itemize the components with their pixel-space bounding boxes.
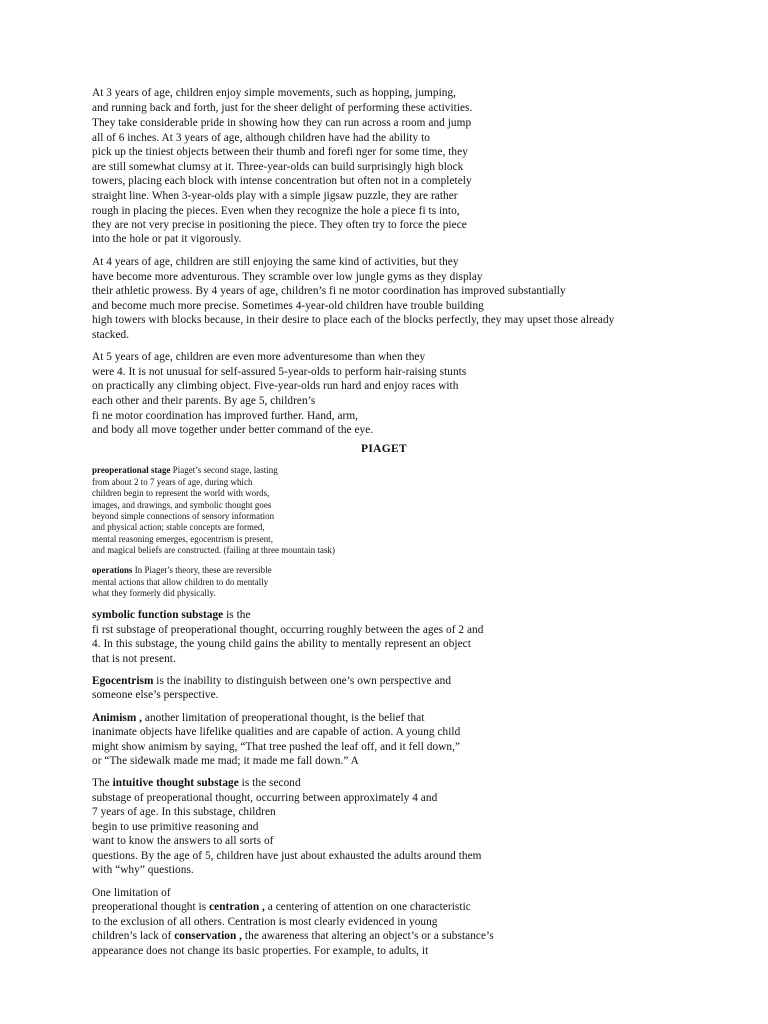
definition-line: children begin to represent the world with words, xyxy=(92,488,270,498)
text-line: 4. In this substage, the young child gains the ability to mentally represent an object xyxy=(92,638,471,650)
text-line: stacked. xyxy=(92,329,130,341)
term-bold: intuitive thought substage xyxy=(112,777,239,789)
text-line: are still somewhat clumsy at it. Three-year-olds can build surprisingly high block xyxy=(92,161,464,173)
text-line: on practically any climbing object. Five-year-olds run hard and enjoy races with xyxy=(92,380,459,392)
text-line: that is not present. xyxy=(92,653,176,665)
text-span: another limitation of preoperational thought, is the belief that xyxy=(142,712,425,724)
text-span: is the xyxy=(223,609,251,621)
section-heading: PIAGET xyxy=(361,443,407,455)
definition-line: mental reasoning emerges, egocentrism is present, xyxy=(92,534,273,544)
text-line xyxy=(92,674,451,689)
definition-line: and physical action; stable concepts are formed, xyxy=(92,522,265,532)
text-line: were 4. It is not unusual for self-assured 5-year-olds to perform hair-raising stunts xyxy=(92,366,467,378)
term-bold: Egocentrism xyxy=(92,675,154,687)
text-line: pick up the tiniest objects between their thumb and forefi nger for some time, they xyxy=(92,146,468,158)
text-line: or “The sidewalk made me mad; it made me fall down.” A xyxy=(92,755,359,767)
text-line: straight line. When 3-year-olds play with a simple jigsaw puzzle, they are rather xyxy=(92,190,458,202)
text-span: is the second xyxy=(238,777,301,789)
term-bold: centration , xyxy=(209,901,265,913)
text-span: preoperational thought is xyxy=(92,901,210,913)
text-line: and body all move together under better command of the eye. xyxy=(92,424,374,436)
text-line: They take considerable pride in showing how they can run across a room and jump xyxy=(92,117,472,129)
text-line: have become more adventurous. They scramble over low jungle gyms as they display xyxy=(92,271,483,283)
text-line: into the hole or pat it vigorously. xyxy=(92,233,242,245)
text-line xyxy=(92,900,471,915)
text-line: and become much more precise. Sometimes 4-year-old children have trouble building xyxy=(92,300,484,312)
term-bold: conservation , xyxy=(174,930,243,942)
text-line: begin to use primitive reasoning and xyxy=(92,821,259,833)
text-line: want to know the answers to all sorts of xyxy=(92,835,274,847)
text-line: fi ne motor coordination has improved further. Hand, arm, xyxy=(92,410,359,422)
text-line: appearance does not change its basic properties. For example, to adults, it xyxy=(92,945,429,957)
definition-text: In Piaget’s theory, these are reversible xyxy=(132,565,272,575)
text-line xyxy=(92,608,251,623)
text-line: someone else’s perspective. xyxy=(92,689,219,701)
text-span: children’s lack of xyxy=(92,930,175,942)
definition-text: Piaget’s second stage, lasting xyxy=(170,465,278,475)
text-line: fi rst substage of preoperational thought, occurring roughly between the ages of 2 and xyxy=(92,624,484,636)
text-line: inanimate objects have lifelike qualities and are capable of action. A young child xyxy=(92,726,461,738)
text-line: At 3 years of age, children enjoy simple movements, such as hopping, jumping, xyxy=(92,87,457,99)
definition-line: images, and drawings, and symbolic thought goes xyxy=(92,500,272,510)
text-line: rough in placing the pieces. Even when they recognize the hole a piece fi ts into, xyxy=(92,205,460,217)
term-bold: Animism , xyxy=(92,712,143,724)
definition-line xyxy=(92,565,272,576)
text-line: they are not very precise in positioning the piece. They often try to force the piece xyxy=(92,219,467,231)
text-line: One limitation of xyxy=(92,887,171,899)
text-line: At 5 years of age, children are even more adventuresome than when they xyxy=(92,351,426,363)
definition-line: beyond simple connections of sensory information xyxy=(92,511,275,521)
text-span: a centering of attention on one characteristic xyxy=(264,901,471,913)
text-span: is the inability to distinguish between one’s own perspective and xyxy=(153,675,452,687)
text-line: At 4 years of age, children are still enjoying the same kind of activities, but they xyxy=(92,256,459,268)
text-line: all of 6 inches. At 3 years of age, although children have had the ability to xyxy=(92,132,430,144)
definition-line: what they formerly did physically. xyxy=(92,588,216,598)
definition-term: preoperational stage xyxy=(92,465,171,475)
text-span: the awareness that altering an object’s or a substance’s xyxy=(242,930,494,942)
definition-line: from about 2 to 7 years of age, during which xyxy=(92,477,253,487)
text-line: 7 years of age. In this substage, children xyxy=(92,806,276,818)
text-line xyxy=(92,929,494,944)
text-line: with “why” questions. xyxy=(92,864,194,876)
definition-term: operations xyxy=(92,565,133,575)
definition-line xyxy=(92,465,278,476)
text-line xyxy=(92,711,425,726)
text-span: The xyxy=(92,777,113,789)
text-line: and running back and forth, just for the sheer delight of performing these activities. xyxy=(92,102,473,114)
text-line: substage of preoperational thought, occurring between approximately 4 and xyxy=(92,792,438,804)
definition-line: and magical beliefs are constructed. (failing at three mountain task) xyxy=(92,545,335,555)
text-line: high towers with blocks because, in their desire to place each of the blocks perfectly, they may upset those already xyxy=(92,314,615,326)
text-line xyxy=(92,776,301,791)
definition-line: mental actions that allow children to do mentally xyxy=(92,577,269,587)
text-line: each other and their parents. By age 5, children’s xyxy=(92,395,316,407)
term-bold: symbolic function substage xyxy=(92,609,224,621)
text-line: might show animism by saying, “That tree pushed the leaf off, and it fell down,” xyxy=(92,741,461,753)
text-line: to the exclusion of all others. Centration is most clearly evidenced in young xyxy=(92,916,438,928)
text-line: their athletic prowess. By 4 years of age, children’s fi ne motor coordination has improved substantially xyxy=(92,285,566,297)
text-line: questions. By the age of 5, children have just about exhausted the adults around them xyxy=(92,850,482,862)
text-line: towers, placing each block with intense concentration but often not in a completely xyxy=(92,175,472,187)
